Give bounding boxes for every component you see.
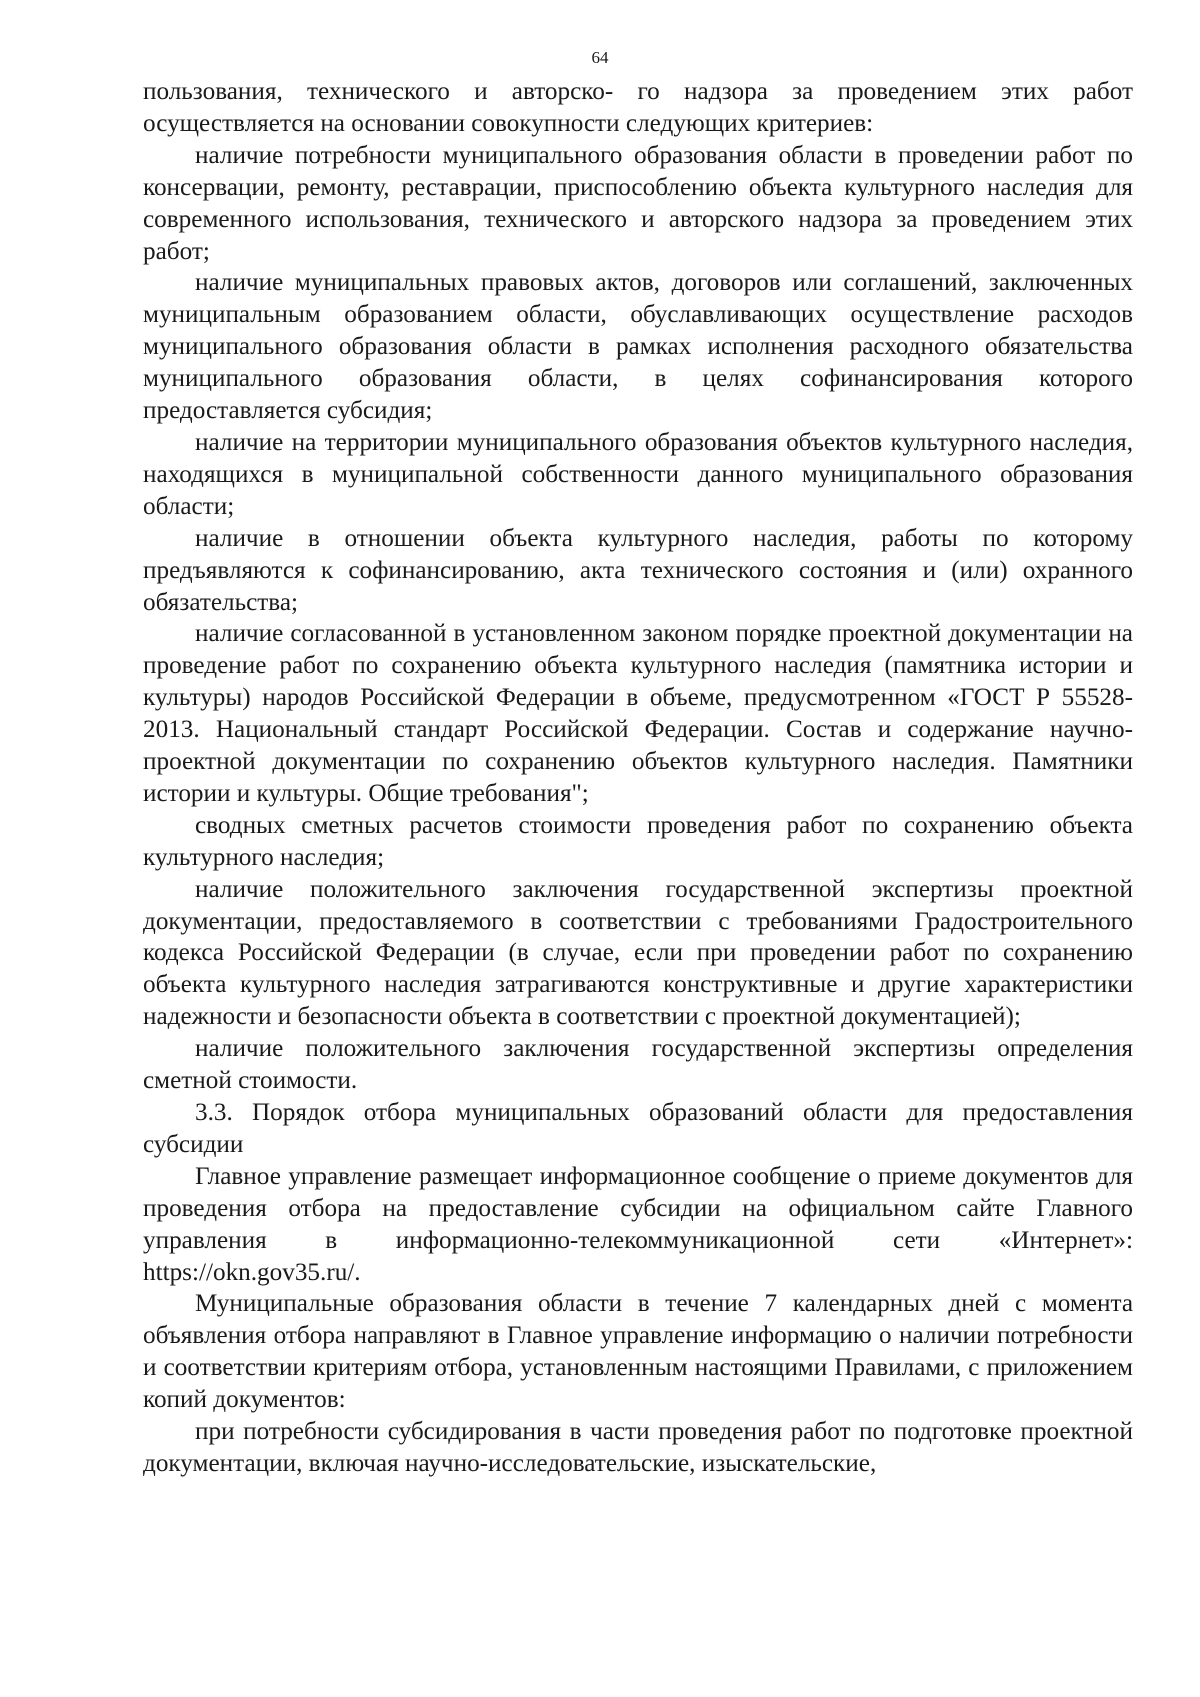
paragraph: наличие согласованной в установленном законом порядке проектной документации на проведение работ по сохранению объекта культурного наследия (памятника истории и культуры) народов Российской Федерации в объеме, предусмотренном «ГОСТ Р 55528-2013. Национальный стандарт Российской Федерации. Состав и содержание научно-проектной документации по сохранению объектов культурного наследия. Памятники истории и культуры. Общие требования"; [143, 620, 1133, 807]
section-heading: 3.3. Порядок отбора муниципальных образований области для предоставления субсидии [143, 1099, 1133, 1158]
paragraph: Муниципальные образования области в течение 7 календарных дней с момента объявления отбора направляют в Главное управление информацию о наличии потребности и соответствии критериям отбора, установленным настоящими Правилами, с приложением копий документов: [143, 1290, 1133, 1414]
paragraph: наличие на территории муниципального образования объектов культурного наследия, находящихся в муниципальной собственности данного муниципального образования области; [143, 428, 1133, 520]
paragraph: наличие муниципальных правовых актов, договоров или соглашений, заключенных муниципальным образованием области, обуславливающих осуществление расходов муниципального образования области в рамках исполнения расходного обязательства муниципального образования области, в целях софинансирования которого предоставляется субсидия; [143, 269, 1133, 425]
paragraph: наличие потребности муниципального образования области в проведении работ по консервации, ремонту, реставрации, приспособлению объекта культурного наследия для современного использования, технического и авторского надзора за проведением этих работ; [143, 141, 1133, 265]
paragraph: наличие положительного заключения государственной экспертизы определения сметной стоимости. [143, 1035, 1133, 1095]
body-text [143, 76, 1133, 1480]
page-number: 64 [591, 48, 609, 67]
paragraph: сводных сметных расчетов стоимости проведения работ по сохранению объекта культурного наследия; [143, 811, 1133, 871]
paragraph: наличие в отношении объекта культурного наследия, работы по которому предъявляются к софинансированию, акта технического состояния и (или) охранного обязательства; [143, 524, 1133, 616]
paragraph: Главное управление размещает информационное сообщение о приеме документов для проведения отбора на предоставление субсидии на официальном сайте Главного управления в информационно-телекоммуникационной сети «Интернет»: https://okn.gov35.ru/. [143, 1162, 1133, 1286]
paragraph: при потребности субсидирования в части проведения работ по подготовке проектной документации, включая научно-исследовательские, изыскательские, [143, 1418, 1133, 1477]
paragraph: пользования, технического и авторско- го надзора за проведением этих работ осуществляется на основании совокупности следующих критериев: [143, 78, 1133, 137]
paragraph: наличие положительного заключения государственной экспертизы проектной документации, предоставляемого в соответствии с требованиями Градостроительного кодекса Российской Федерации (в случае, если при проведении работ по сохранению объекта культурного наследия затрагиваются конструктивные и другие характеристики надежности и безопасности объекта в соответствии с проектной документацией); [143, 875, 1133, 1031]
